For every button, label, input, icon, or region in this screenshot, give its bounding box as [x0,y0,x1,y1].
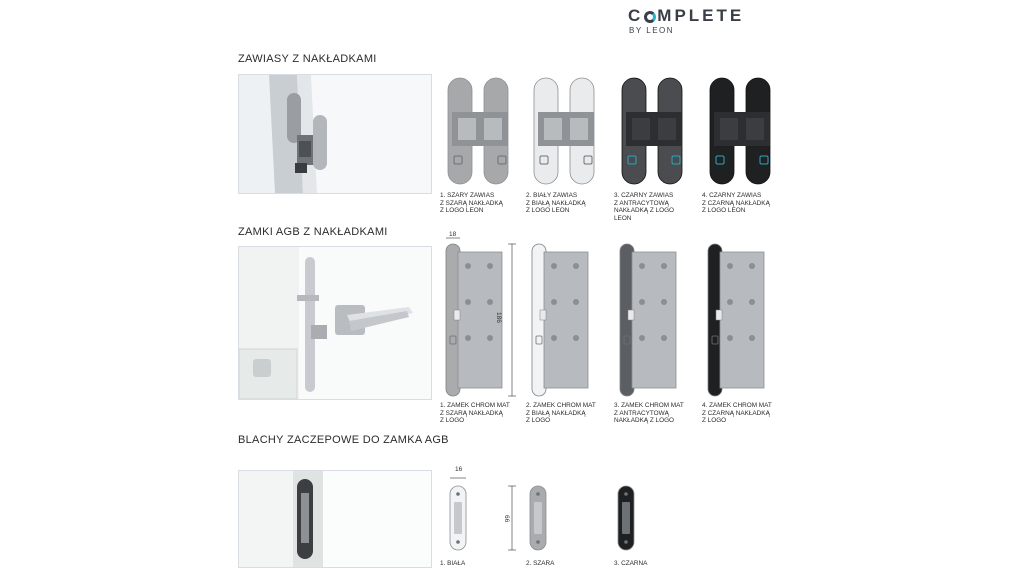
strike-product-image [440,466,520,556]
logo-ring-icon [644,11,656,23]
lock-body [632,252,676,388]
lock-height-dimension: 186 [495,312,502,323]
lock-product-image [526,232,610,400]
hinge-caption: 1. SZARY ZAWIAS Z SZARĄ NAKŁADKĄ Z LOGO LEON [440,192,503,215]
lock-body [720,252,764,388]
lock-product-image [702,232,786,400]
strike-caption: 3. CZARNA [614,560,648,567]
lock-caption: 2. ZAMEK CHROM MAT Z BIAŁĄ NAKŁADKĄ Z LOGO [526,402,596,425]
strike-height-dimension: 66 [503,515,510,523]
strike-installed-photo [238,470,432,568]
section-title-strikes: BLACHY ZACZEPOWE DO ZAMKA AGB [238,434,449,446]
hinge-caption: 2. BIAŁY ZAWIAS Z BIAŁĄ NAKŁADKĄ Z LOGO LEON [526,192,586,215]
strike-caption: 1. BIAŁA [440,560,466,567]
lock-caption: 4. ZAMEK CHROM MAT Z CZARNĄ NAKŁADKĄ Z LOGO [702,402,772,425]
hinge-caption: 3. CZARNY ZAWIAS Z ANTRACYTOWĄ NAKŁADKĄ Z LOGO LEON [614,192,675,222]
hinge-product-image [702,76,782,188]
brand-name: C MPLETE [628,6,745,25]
section-title-hinges: ZAWIASY Z NAKŁADKAMI [238,53,377,65]
strike-product-image [608,466,648,556]
lock-product-image [614,232,698,400]
lock-body [544,252,588,388]
hinge-product-image [440,76,520,188]
brand-logo [628,6,778,42]
hinge-installed-photo [238,74,432,194]
brand-byline: BY LEON [629,26,675,35]
hinge-product-image [526,76,606,188]
lock-product-image [440,232,524,400]
section-title-locks: ZAMKI AGB Z NAKŁADKAMI [238,226,388,238]
strike-product-image [520,466,560,556]
hinge-caption: 4. CZARNY ZAWIAS Z CZARNĄ NAKŁADKĄ Z LOGO LEON [702,192,770,215]
strike-caption: 2. SZARA [526,560,555,567]
lock-caption: 1. ZAMEK CHROM MAT Z SZARĄ NAKŁADKĄ Z LOGO [440,402,510,425]
hinge-product-image [614,76,694,188]
lock-installed-photo [238,246,432,400]
strike-width-dimension: 16 [455,466,463,473]
lock-caption: 3. ZAMEK CHROM MAT Z ANTRACYTOWĄ NAKŁADKĄ Z LOGO [614,402,684,425]
lock-width-dimension: 18 [449,231,457,238]
